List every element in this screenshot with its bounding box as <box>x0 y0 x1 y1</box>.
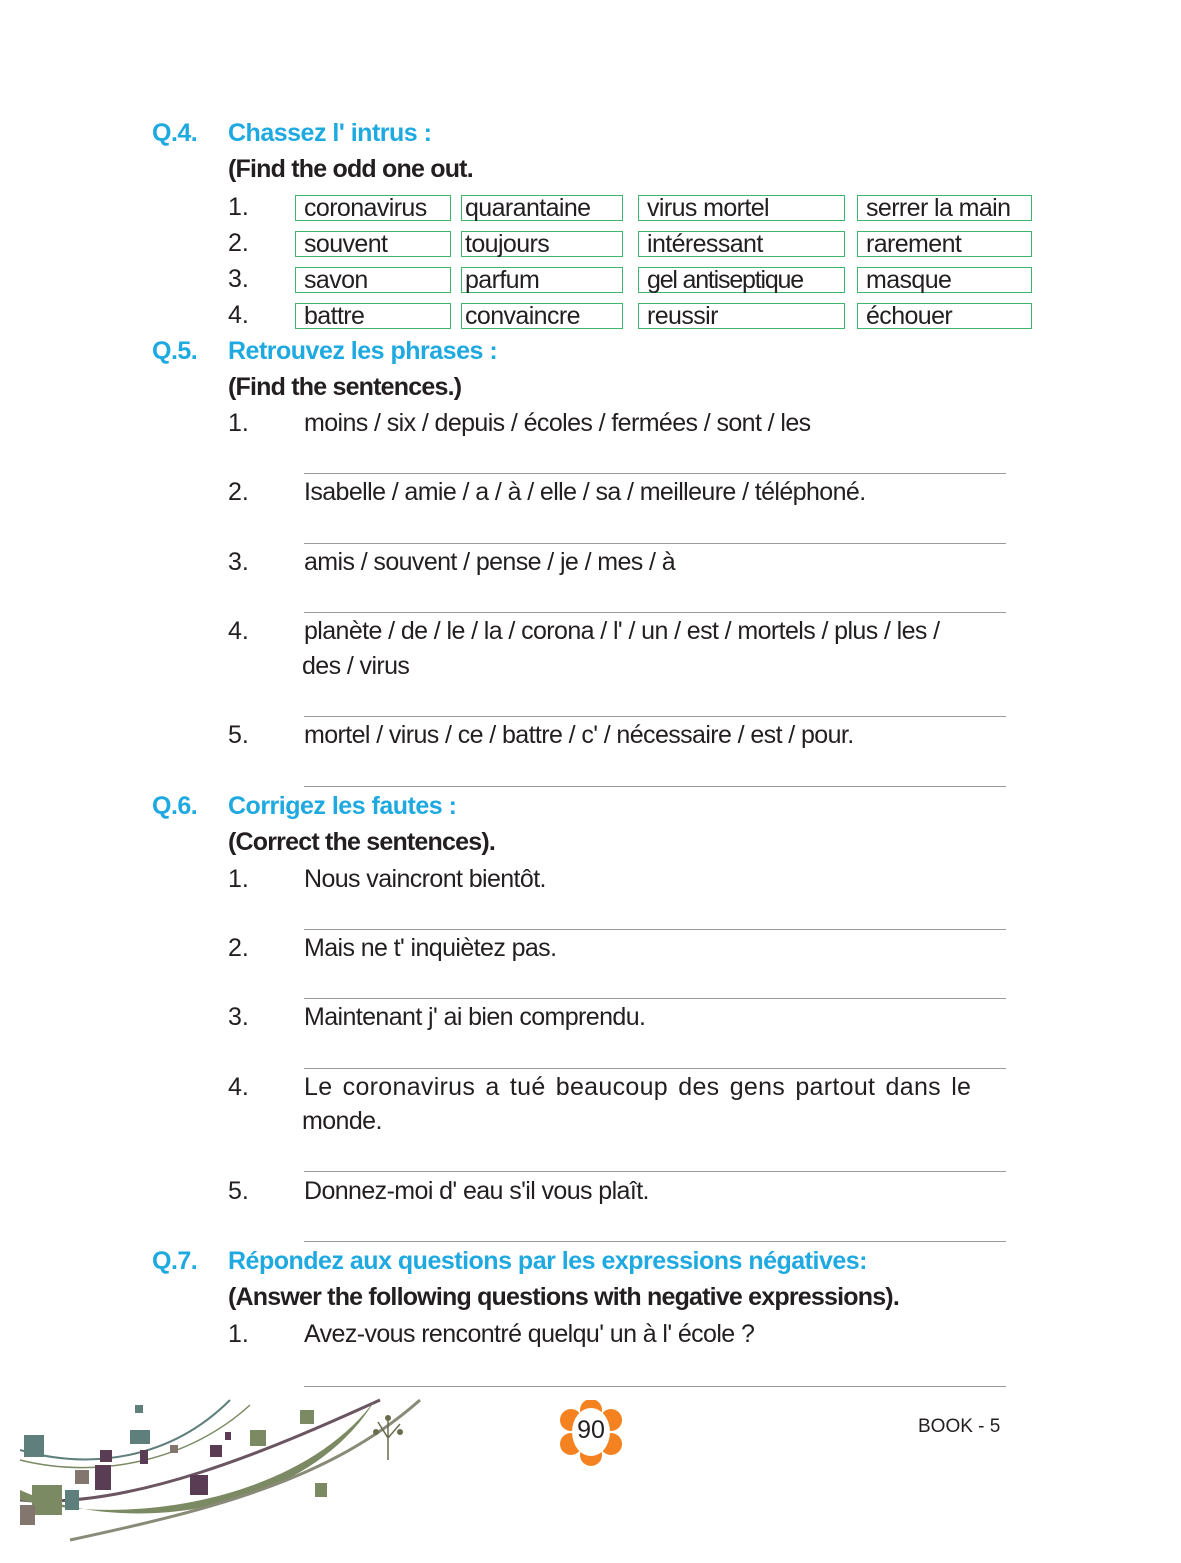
word-box: parfum <box>461 267 623 293</box>
word-box: gel antiseptique <box>638 267 845 293</box>
word-box: reussir <box>638 303 845 329</box>
row-number: 3. <box>228 265 249 293</box>
word-box: virus mortel <box>638 195 845 221</box>
q6-subtitle: (Correct the sentences). <box>228 828 495 856</box>
decorative-swirl-graphic <box>10 1390 430 1550</box>
word-box: savon <box>295 267 451 293</box>
item-text: Maintenant j' ai bien comprendu. <box>304 1003 646 1031</box>
word-box: serrer la main <box>857 195 1032 221</box>
page-number: 90 <box>577 1416 605 1444</box>
item-number: 4. <box>228 1073 249 1101</box>
word-box: intéressant <box>638 231 845 257</box>
answer-line[interactable] <box>304 929 1006 930</box>
answer-line[interactable] <box>304 1241 1006 1242</box>
item-number: 3. <box>228 1003 249 1031</box>
item-number: 3. <box>228 548 249 576</box>
q4-subtitle: (Find the odd one out. <box>228 155 473 183</box>
q4-number: Q.4. <box>152 119 198 147</box>
item-number: 1. <box>228 409 249 437</box>
item-number: 5. <box>228 1177 249 1205</box>
answer-line[interactable] <box>304 1386 1006 1387</box>
q7-number: Q.7. <box>152 1247 198 1275</box>
item-number: 1. <box>228 865 249 893</box>
item-number: 4. <box>228 617 249 645</box>
word-box: battre <box>295 303 451 329</box>
item-text: Avez-vous rencontré quelqu' un à l' école ? <box>304 1320 755 1348</box>
answer-line[interactable] <box>304 998 1006 999</box>
answer-line[interactable] <box>304 716 1006 717</box>
q5-title: Retrouvez les phrases : <box>228 337 498 365</box>
item-text: amis / souvent / pense / je / mes / à <box>304 548 676 576</box>
row-number: 4. <box>228 301 249 329</box>
row-number: 2. <box>228 229 249 257</box>
q4-title: Chassez l' intrus : <box>228 119 432 147</box>
item-text: planète / de / le / la / corona / l' / un / est / mortels / plus / les / <box>304 617 940 645</box>
item-text: Nous vaincront bientôt. <box>304 865 546 893</box>
q7-subtitle: (Answer the following questions with negative expressions). <box>228 1283 899 1311</box>
book-label: BOOK - 5 <box>918 1416 1001 1437</box>
word-box: masque <box>857 267 1032 293</box>
q6-title: Corrigez les fautes : <box>228 792 457 820</box>
word-box: souvent <box>295 231 451 257</box>
word-box: quarantaine <box>461 195 623 221</box>
item-text: moins / six / depuis / écoles / fermées / sont / les <box>304 409 811 437</box>
answer-line[interactable] <box>304 1171 1006 1172</box>
word-box: échouer <box>857 303 1032 329</box>
word-box: convaincre <box>461 303 623 329</box>
item-text: mortel / virus / ce / battre / c' / nécessaire / est / pour. <box>304 721 854 749</box>
answer-line[interactable] <box>304 786 1006 787</box>
answer-line[interactable] <box>304 473 1006 474</box>
q5-subtitle: (Find the sentences.) <box>228 373 462 401</box>
item-number: 5. <box>228 721 249 749</box>
item-number: 1. <box>228 1320 249 1348</box>
q6-number: Q.6. <box>152 792 198 820</box>
item-text: Mais ne t' inquiètez pas. <box>304 934 557 962</box>
item-text: Donnez-moi d' eau s'il vous plaît. <box>304 1177 649 1205</box>
item-text-continued: des / virus <box>302 652 410 680</box>
word-box: rarement <box>857 231 1032 257</box>
word-box: toujours <box>461 231 623 257</box>
answer-line[interactable] <box>304 612 1006 613</box>
row-number: 1. <box>228 193 249 221</box>
q5-number: Q.5. <box>152 337 198 365</box>
item-text: Isabelle / amie / a / à / elle / sa / meilleure / téléphoné. <box>304 478 866 506</box>
item-text-continued: monde. <box>302 1107 382 1135</box>
item-number: 2. <box>228 934 249 962</box>
answer-line[interactable] <box>304 1068 1006 1069</box>
answer-line[interactable] <box>304 543 1006 544</box>
word-box: coronavirus <box>295 195 451 221</box>
item-text: Le coronavirus a tué beaucoup des gens partout dans le <box>304 1073 972 1101</box>
q7-title: Répondez aux questions par les expressions négatives: <box>228 1247 867 1275</box>
item-number: 2. <box>228 478 249 506</box>
